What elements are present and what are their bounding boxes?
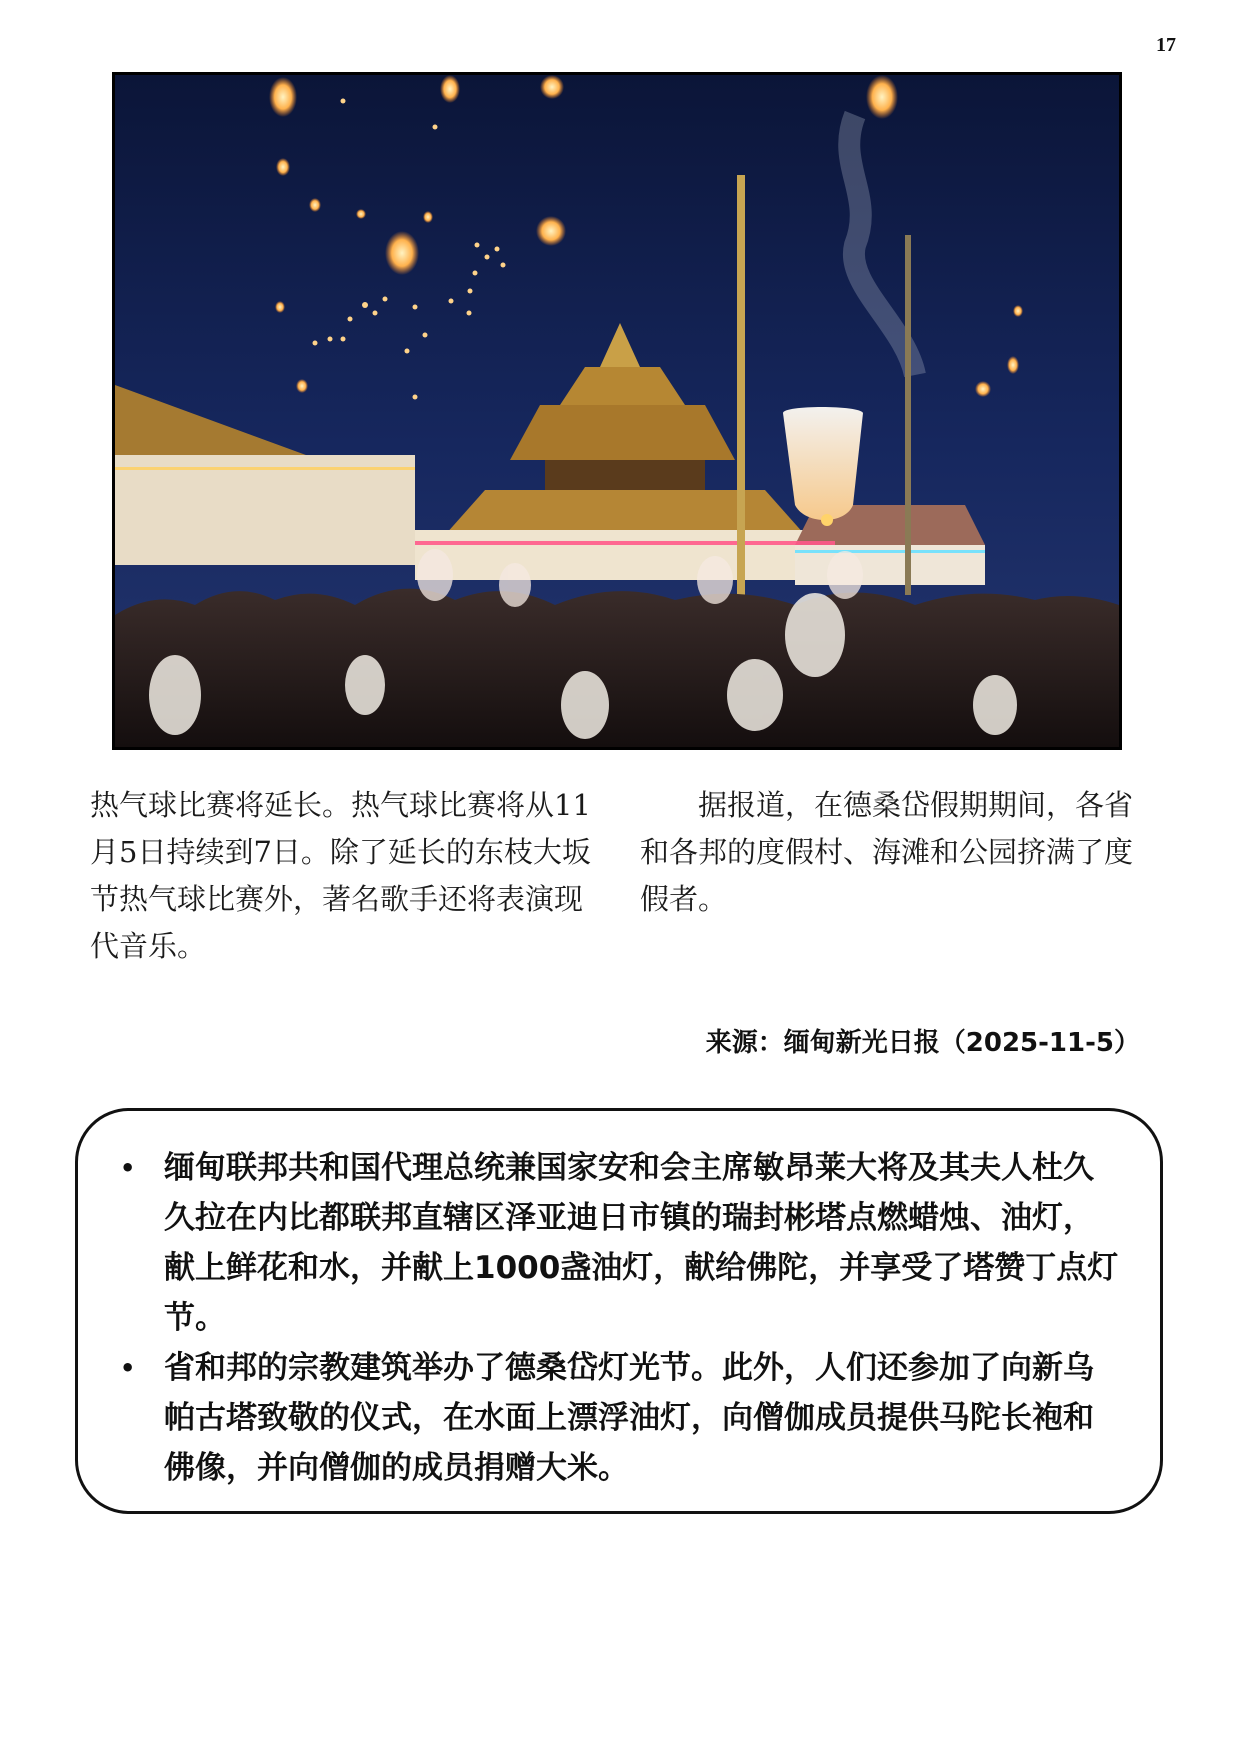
article-left-column: 热气球比赛将延长。热气球比赛将从11月5日持续到7日。除了延长的东枝大坂节热气球比赛外，著名歌手还将表演现代音乐。 (90, 788, 591, 963)
bullet-icon: • (120, 1154, 136, 1182)
highlight-text: 缅甸联邦共和国代理总统兼国家安和会主席敏昂莱大将及其夫人杜久久拉在内比都联邦直辖区泽亚迪日市镇的瑞封彬塔点燃蜡烛、油灯，献上鲜花和水，并献上1000盏油灯，献给佛陀，并享受了塔赞丁点灯节。 (164, 1150, 1119, 1336)
highlights-box (75, 1108, 1163, 1514)
highlight-item (102, 1343, 1122, 1493)
highlight-item (102, 1143, 1122, 1343)
article-source: 来源：缅甸新光日报（2025-11-5） (705, 1028, 1140, 1058)
article-right-column: 据报道，在德桑岱假期期间，各省和各邦的度假村、海滩和公园挤满了度假者。 (640, 788, 1134, 916)
crowd (115, 589, 1119, 747)
highlights-list (102, 1143, 1122, 1493)
large-lantern (783, 407, 863, 520)
page-number: 17 (1156, 34, 1176, 56)
sky-lanterns-pagoda-photo (115, 75, 1119, 747)
festival-photo (112, 72, 1122, 750)
highlight-text: 省和邦的宗教建筑举办了德桑岱灯光节。此外，人们还参加了向新乌帕古塔致敬的仪式，在水面上漂浮油灯，向僧伽成员提供马陀长袍和佛像，并向僧伽的成员捐赠大米。 (164, 1350, 1094, 1486)
bullet-icon: • (120, 1354, 136, 1382)
